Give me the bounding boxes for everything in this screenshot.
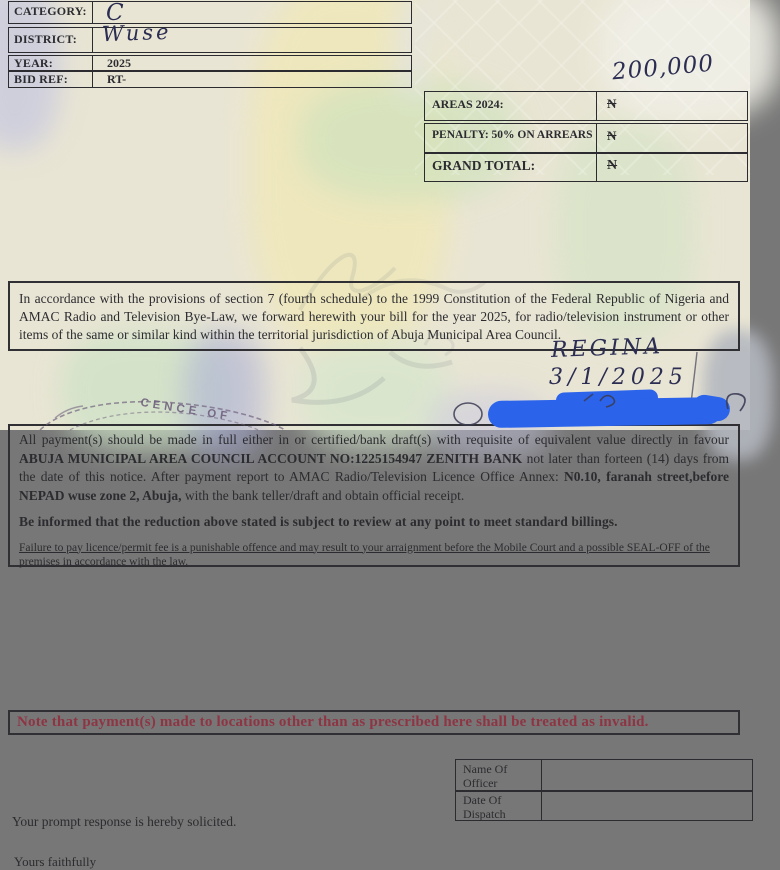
dispatch-date-handwritten: 3/1/2025 [549, 365, 688, 390]
bidref-value: RT- [107, 72, 127, 86]
naira-symbol: N [607, 158, 618, 173]
office-stamp-text: CENCE OF [139, 396, 232, 424]
table-row-penalty [424, 123, 748, 153]
payment-text: All payment(s) should be made in full either in or certified/bank draft(s) with requisite of equivalent value directly in favour [19, 432, 729, 447]
table-row-grand-total [424, 153, 748, 182]
grand-total-cell [597, 154, 747, 181]
areas-value [597, 92, 747, 120]
district-handwritten-value: Wuse [101, 19, 172, 47]
penalty-value [597, 124, 747, 152]
payment-paragraph [19, 431, 729, 505]
table-row-areas [424, 91, 748, 121]
dispatch-date-label: Date Of Dispatch [456, 791, 542, 820]
officer-name-label: Name Of Officer [456, 760, 542, 791]
category-handwritten-value: C [106, 0, 124, 26]
officer-name-handwritten: REGINA [550, 334, 664, 363]
meta-table [8, 0, 412, 90]
payment-text: not later than forteen (14) days from the date of this notice. After payment report to AMAC Radio/Television Licence Office Annex: [19, 450, 729, 484]
naira-symbol: N [607, 128, 617, 143]
table-row-bidref [8, 71, 412, 88]
closing-line: Yours faithfully [14, 854, 97, 869]
table-row-category [8, 1, 412, 24]
office-address-text: N0.10, faranah street,before NEPAD wuse zone 2, Abuja, [19, 469, 729, 503]
solicited-line: Your prompt response is hereby solicited. [12, 814, 237, 829]
naira-symbol: N [607, 96, 617, 111]
redaction-marker [488, 397, 722, 428]
year-label: YEAR: [9, 56, 93, 70]
areas-label: AREAS 2024: [425, 92, 597, 120]
intro-paragraph: In accordance with the provisions of section 7 (fourth schedule) to the 1999 Constitution of the Federal Republic of Nigeria and AMAC Radio and Television Bye-Law, we forward herewith your bill for the year 2025, for radio/television instrument or other items of the same or similar kind within the territorial jurisdiction of Abuja Municipal Area Council. [8, 281, 740, 351]
grand-total-label: GRAND TOTAL: [425, 154, 597, 181]
year-value: 2025 [107, 56, 131, 70]
failure-warning: Failure to pay licence/permit fee is a punishable offence and may result to your arraignment before the Mobile Court and a possible SEAL-OFF of the premises in accordance with the law. [19, 541, 710, 568]
table-row-year [8, 55, 412, 71]
table-row-district [8, 27, 412, 53]
invalid-payment-note: Note that payment(s) made to locations other than as prescribed here shall be treated as invalid. [8, 710, 740, 735]
officer-name-cell [542, 760, 752, 791]
category-label: CATEGORY: [9, 2, 93, 23]
payment-text: with the bank teller/draft and obtain official receipt. [181, 487, 465, 503]
be-informed-line: Be informed that the reduction above stated is subject to review at any point to meet standard billings. [19, 514, 618, 529]
table-row-officer [455, 759, 753, 792]
grand-total-handwritten-value: 200,000 [611, 50, 716, 86]
district-label: DISTRICT: [9, 28, 93, 52]
bank-account-text: ABUJA MUNICIPAL AREA COUNCIL ACCOUNT NO:1225154947 ZENITH BANK [19, 450, 523, 466]
charges-table [424, 90, 748, 182]
payment-instructions [8, 424, 740, 567]
bidref-label: BID REF: [9, 72, 93, 87]
penalty-label: PENALTY: 50% ON ARREARS [425, 124, 597, 152]
